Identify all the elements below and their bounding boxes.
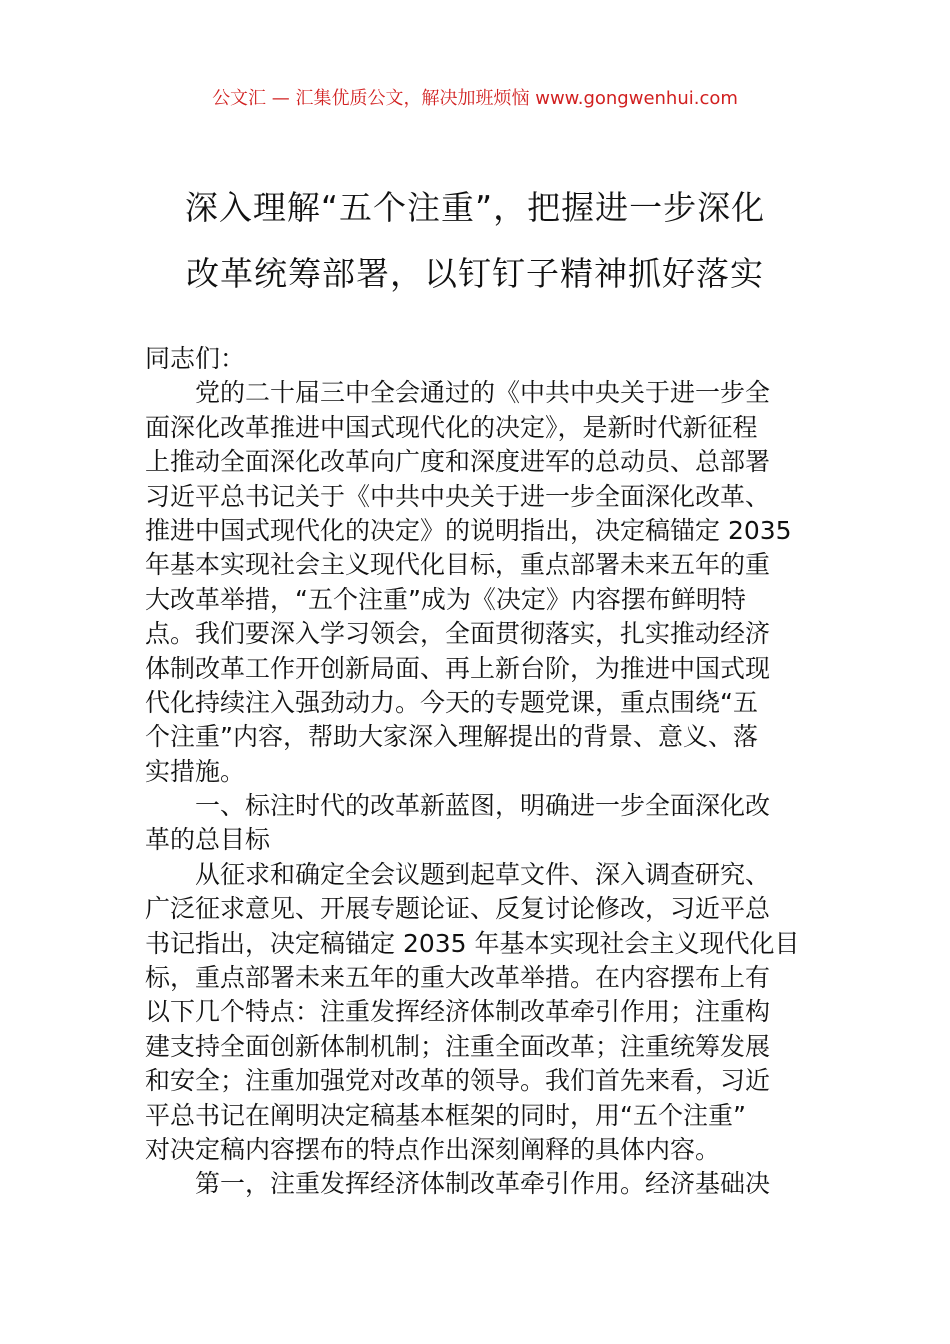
- paragraph-line: 体制改革工作开创新局面、再上新台阶，为推进中国式现: [145, 653, 771, 683]
- document-title-line-1: 深入理解“五个注重”，把握进一步深化: [184, 188, 766, 227]
- salutation: 同志们：: [145, 344, 246, 373]
- paragraph-line: 标，重点部署未来五年的重大改革举措。在内容摆布上有: [145, 963, 771, 993]
- document-title-line-2: 改革统筹部署，以钉钉子精神抓好落实: [186, 254, 764, 293]
- paragraph-line: 代化持续注入强劲动力。今天的专题党课，重点围绕“五: [145, 687, 758, 717]
- paragraph-line: 上推动全面深化改革向广度和深度进军的总动员、总部署: [145, 447, 771, 477]
- paragraph-line: 从征求和确定全会议题到起草文件、深入调查研究、: [195, 859, 771, 889]
- paragraph-line: 年基本实现社会主义现代化目标，重点部署未来五年的重: [145, 550, 771, 580]
- paragraph-line: 推进中国式现代化的决定》的说明指出，决定稿锚定 2035: [145, 515, 792, 545]
- paragraph-line: 第一，注重发挥经济体制改革牵引作用。经济基础决: [195, 1169, 771, 1199]
- section-heading-line: 一、标注时代的改革新蓝图，明确进一步全面深化改: [195, 791, 771, 821]
- paragraph-line: 习近平总书记关于《中共中央关于进一步全面深化改革、: [145, 481, 771, 511]
- paragraph-line: 建支持全面创新体制机制；注重全面改革；注重统筹发展: [145, 1031, 771, 1061]
- paragraph-line: 点。我们要深入学习领会，全面贯彻落实，扎实推动经济: [145, 619, 771, 649]
- paragraph-line: 和安全；注重加强党对改革的领导。我们首先来看，习近: [145, 1066, 771, 1096]
- paragraph-line: 以下几个特点：注重发挥经济体制改革牵引作用；注重构: [145, 997, 771, 1027]
- paragraph-line: 党的二十届三中全会通过的《中共中央关于进一步全: [195, 378, 771, 408]
- section-heading-line: 革的总目标: [145, 825, 271, 855]
- paragraph-line: 书记指出，决定稿锚定 2035 年基本实现社会主义现代化目: [145, 928, 800, 958]
- document-body: [145, 342, 810, 1202]
- paragraph-line: 广泛征求意见、开展专题论证、反复讨论修改，习近平总: [145, 894, 771, 924]
- paragraph-line: 对决定稿内容摆布的特点作出深刻阐释的具体内容。: [145, 1134, 721, 1164]
- paragraph-line: 平总书记在阐明决定稿基本框架的同时，用“五个注重”: [145, 1100, 746, 1130]
- site-banner: 公文汇 — 汇集优质公文，解决加班烦恼 www.gongwenhui.com: [212, 88, 738, 109]
- paragraph-line: 实措施。: [145, 756, 246, 786]
- paragraph-line: 大改革举措，“五个注重”成为《决定》内容摆布鲜明特: [145, 584, 746, 614]
- paragraph-line: 个注重”内容，帮助大家深入理解提出的背景、意义、落: [145, 722, 758, 752]
- paragraph-line: 面深化改革推进中国式现代化的决定》，是新时代新征程: [145, 412, 758, 442]
